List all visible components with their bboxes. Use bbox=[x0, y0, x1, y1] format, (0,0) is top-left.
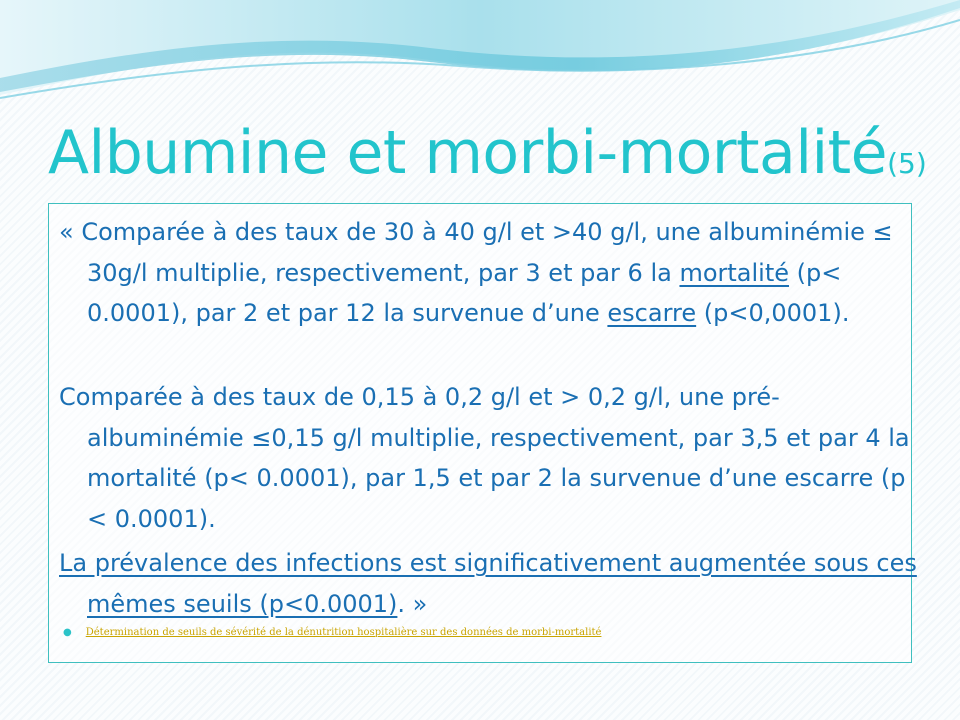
reference-note bbox=[63, 627, 883, 638]
paragraph-albumin-text-a: « Comparée à des taux de 30 à 40 g/l et >40 g/l, une albuminémie ≤ 30g/l multiplie, respectivement, par 3 et par 6 la bbox=[59, 218, 893, 287]
infections-tail-text: . » bbox=[397, 589, 428, 618]
bullet-icon: ● bbox=[63, 627, 72, 638]
title-text: Albumine et morbi-mortalité bbox=[48, 118, 888, 188]
title-reference-number: (5) bbox=[887, 147, 927, 180]
paragraph-prealbumin: Comparée à des taux de 0,15 à 0,2 g/l et > 0,2 g/l, une pré-albuminémie ≤0,15 g/l multiplie, respectivement, par 3,5 et par 4 la mortalité (p< 0.0001), par 1,5 et par 2 la survenue d’une escarre (p < 0.0001). bbox=[59, 383, 910, 533]
slide-title bbox=[48, 118, 928, 198]
paragraph-albumin bbox=[59, 212, 925, 334]
reference-link[interactable]: Détermination de seuils de sévérité de la dénutrition hospitalière sur des données de morbi-mortalité bbox=[85, 627, 602, 638]
header-wave-decoration bbox=[0, 0, 960, 110]
infections-underlined-text: La prévalence des infections est significativement augmentée sous ces mêmes seuils (p<0.0001) bbox=[59, 549, 917, 618]
paragraph-infections bbox=[59, 543, 925, 624]
mortalite-link[interactable]: mortalité bbox=[679, 258, 790, 287]
escarre-link[interactable]: escarre bbox=[607, 299, 697, 328]
content-box bbox=[48, 203, 917, 663]
paragraph-albumin-text-c: (p<0,0001). bbox=[696, 299, 850, 328]
paragraph-albumin-text-b: (p< 0.0001), par 2 et par 12 la survenue d’une bbox=[87, 258, 842, 328]
